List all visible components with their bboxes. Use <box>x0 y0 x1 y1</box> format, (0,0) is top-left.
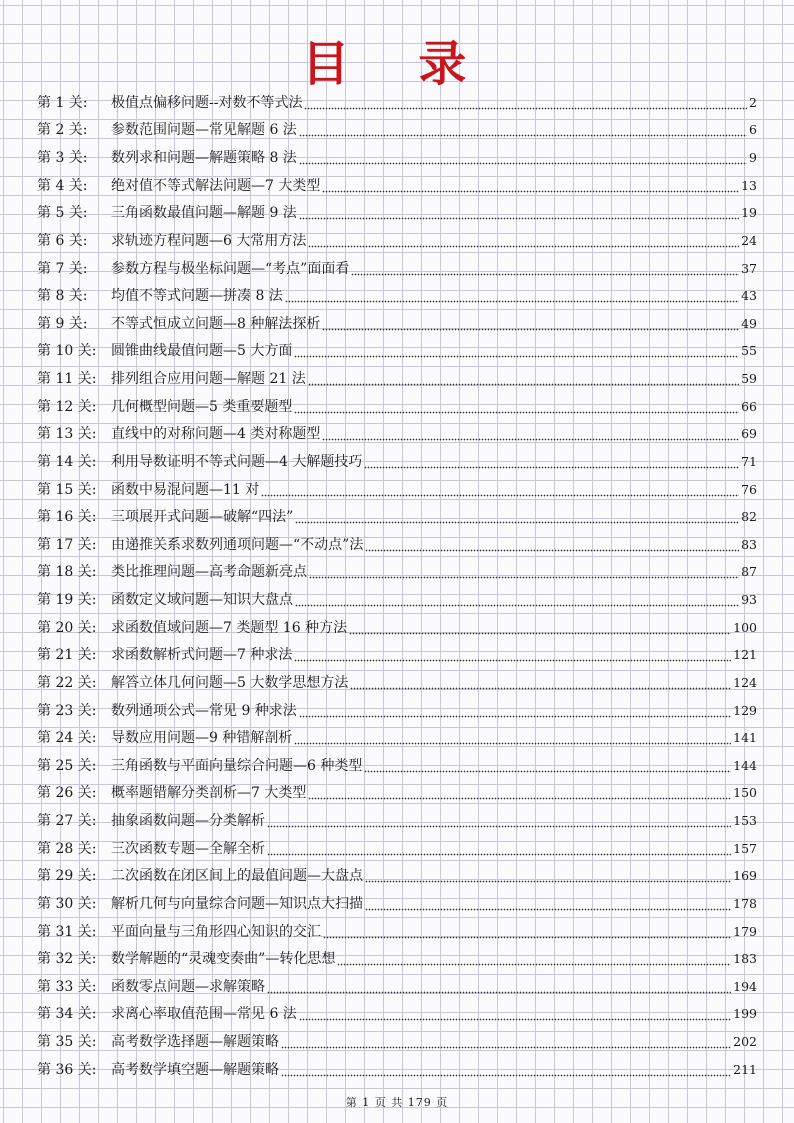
toc-entry-title: 圆锥曲线最值问题—5 大方面 <box>111 343 293 360</box>
toc-entry-label: 第 36 关: <box>37 1061 97 1078</box>
toc-entry-page-number: 19 <box>741 205 757 221</box>
toc-entry-page-number: 24 <box>741 232 757 248</box>
toc-dot-leader <box>365 869 731 883</box>
toc-entry-label: 第 13 关: <box>37 426 97 443</box>
toc-entry-page-number: 37 <box>741 260 757 276</box>
toc-entry-page-number: 43 <box>741 288 757 304</box>
toc-dot-leader <box>285 289 739 303</box>
toc-entry[interactable] <box>37 476 757 504</box>
toc-entry[interactable] <box>37 448 757 476</box>
toc-dot-leader <box>322 179 739 193</box>
toc-entry-label: 第 20 关: <box>37 619 97 636</box>
toc-dot-leader <box>337 952 731 966</box>
toc-entry-label: 第 5 关: <box>37 205 88 222</box>
toc-entry-page-number: 66 <box>741 398 757 414</box>
toc-dot-leader <box>261 483 739 497</box>
toc-dot-leader <box>364 759 731 773</box>
toc-entry-page-number: 93 <box>741 592 757 608</box>
toc-entry-label: 第 23 关: <box>37 702 97 719</box>
toc-entry-title: 三次函数专题—全解全析 <box>111 840 265 857</box>
toc-entry-label: 第 27 关: <box>37 813 97 830</box>
toc-entry-title: 参数方程与极坐标问题—“考点”面面看 <box>111 260 350 277</box>
toc-entry-title: 利用导数证明不等式问题—4 大解题技巧 <box>111 453 363 470</box>
toc-entry[interactable] <box>37 255 757 283</box>
toc-entry-title: 解答立体几何问题—5 大数学思想方法 <box>111 674 349 691</box>
toc-entry-title: 均值不等式问题—拼凑 8 法 <box>111 288 283 305</box>
toc-dot-leader <box>365 538 739 552</box>
toc-entry-title: 三角函数与平面向量综合问题—6 种类型 <box>111 757 363 774</box>
toc-entry[interactable] <box>37 697 757 725</box>
toc-entry-label: 第 15 关: <box>37 481 97 498</box>
toc-entry-title: 极值点偏移问题--对数不等式法 <box>111 94 303 111</box>
toc-dot-leader <box>322 317 739 331</box>
toc-entry-title: 函数零点问题—求解策略 <box>111 978 265 995</box>
toc-entry[interactable] <box>37 559 757 587</box>
toc-entry-title: 求函数值域问题—7 类题型 16 种方法 <box>111 619 348 636</box>
toc-entry-page-number: 194 <box>733 978 757 994</box>
toc-entry-label: 第 1 关: <box>37 94 88 111</box>
toc-entry-label: 第 19 关: <box>37 592 97 609</box>
toc-dot-leader <box>309 565 739 579</box>
toc-entry-title: 高考数学填空题—解题策略 <box>111 1061 279 1078</box>
toc-entry[interactable] <box>37 586 757 614</box>
toc-entry-title: 解析几何与向量综合问题—知识点大扫描 <box>111 895 363 912</box>
toc-entry-page-number: 178 <box>733 895 757 911</box>
toc-entry-label: 第 21 关: <box>37 647 97 664</box>
toc-dot-leader <box>267 814 731 828</box>
toc-dot-leader <box>365 897 731 911</box>
toc-dot-leader <box>350 676 731 690</box>
toc-entry[interactable] <box>37 1028 757 1056</box>
toc-entry-page-number: 124 <box>733 674 757 690</box>
toc-entry[interactable] <box>37 752 757 780</box>
toc-entry-page-number: 121 <box>733 647 757 663</box>
toc-entry[interactable] <box>37 1001 757 1029</box>
toc-entry[interactable] <box>37 1056 757 1084</box>
toc-entry-title: 类比推理问题—高考命题新亮点 <box>111 564 307 581</box>
page-title: 目 录 <box>301 36 493 92</box>
toc-dot-leader <box>304 96 747 110</box>
toc-entry-title: 排列组合应用问题—解题 21 法 <box>111 371 306 388</box>
toc-entry-page-number: 55 <box>741 343 757 359</box>
toc-entry-title: 导数应用问题—9 种错解剖析 <box>111 730 293 747</box>
toc-entry-page-number: 179 <box>733 923 757 939</box>
toc-entry-title: 数列求和问题—解题策略 8 法 <box>111 150 297 167</box>
toc-entry-title: 三项展开式问题—破解“四法” <box>111 509 294 526</box>
toc-entry-page-number: 83 <box>741 536 757 552</box>
toc-entry-label: 第 16 关: <box>37 509 97 526</box>
toc-entry-page-number: 202 <box>733 1034 757 1050</box>
toc-entry-title: 函数定义域问题—知识大盘点 <box>111 592 293 609</box>
toc-entry[interactable] <box>37 669 757 697</box>
toc-dot-leader <box>294 731 731 745</box>
toc-entry[interactable] <box>37 890 757 918</box>
toc-entry-page-number: 76 <box>741 481 757 497</box>
toc-entry-label: 第 3 关: <box>37 150 88 167</box>
toc-entry-label: 第 33 关: <box>37 978 97 995</box>
toc-entry[interactable] <box>37 531 757 559</box>
toc-entry-page-number: 6 <box>749 122 757 138</box>
toc-entry-label: 第 7 关: <box>37 260 88 277</box>
toc-dot-leader <box>294 400 739 414</box>
toc-entry-label: 第 8 关: <box>37 288 88 305</box>
toc-entry-title: 直线中的对称问题—4 类对称题型 <box>111 426 321 443</box>
toc-entry-page-number: 169 <box>733 868 757 884</box>
toc-entry[interactable] <box>37 117 757 145</box>
toc-entry-label: 第 12 关: <box>37 398 97 415</box>
toc-entry[interactable] <box>37 642 757 670</box>
toc-entry-label: 第 26 关: <box>37 785 97 802</box>
toc-dot-leader <box>281 1035 731 1049</box>
toc-entry[interactable] <box>37 614 757 642</box>
toc-entry-label: 第 11 关: <box>37 371 97 388</box>
toc-dot-leader <box>295 593 739 607</box>
toc-entry-label: 第 28 关: <box>37 840 97 857</box>
toc-dot-leader <box>308 786 731 800</box>
toc-dot-leader <box>323 925 731 939</box>
toc-dot-leader <box>308 372 739 386</box>
toc-entry[interactable] <box>37 945 757 973</box>
toc-entry-page-number: 59 <box>741 371 757 387</box>
toc-entry-label: 第 17 关: <box>37 536 97 553</box>
toc-entry[interactable] <box>37 807 757 835</box>
toc-entry-label: 第 22 关: <box>37 674 97 691</box>
toc-entry-label: 第 32 关: <box>37 951 97 968</box>
toc-entry[interactable] <box>37 918 757 946</box>
toc-entry-label: 第 14 关: <box>37 453 97 470</box>
toc-entry-title: 绝对值不等式解法问题—7 大类型 <box>111 177 321 194</box>
toc-entry[interactable] <box>37 780 757 808</box>
toc-entry-label: 第 4 关: <box>37 177 88 194</box>
toc-entry-page-number: 13 <box>741 177 757 193</box>
toc-entry-title: 高考数学选择题—解题策略 <box>111 1034 279 1051</box>
toc-entry-label: 第 35 关: <box>37 1034 97 1051</box>
toc-dot-leader <box>299 704 731 718</box>
toc-entry-title: 二次函数在闭区间上的最值问题—大盘点 <box>111 868 363 885</box>
toc-entry-title: 概率题错解分类剖析—7 大类型 <box>111 785 307 802</box>
toc-entry-label: 第 6 关: <box>37 232 88 249</box>
toc-entry-page-number: 157 <box>733 840 757 856</box>
toc-dot-leader <box>281 1063 731 1077</box>
toc-entry-label: 第 10 关: <box>37 343 97 360</box>
toc-entry[interactable] <box>37 227 757 255</box>
toc-entry-title: 数学解题的“灵魂变奏曲”—转化思想 <box>111 951 336 968</box>
toc-entry[interactable] <box>37 144 757 172</box>
toc-dot-leader <box>294 648 731 662</box>
toc-entry-title: 不等式恒成立问题—8 种解法探析 <box>111 315 321 332</box>
toc-entry-page-number: 49 <box>741 315 757 331</box>
toc-entry-title: 抽象函数问题—分类解析 <box>111 813 265 830</box>
toc-entry-label: 第 24 关: <box>37 730 97 747</box>
toc-entry-page-number: 153 <box>733 813 757 829</box>
toc-entry-label: 第 25 关: <box>37 757 97 774</box>
toc-entry[interactable] <box>37 421 757 449</box>
table-of-contents <box>37 89 757 1084</box>
toc-entry-page-number: 69 <box>741 426 757 442</box>
toc-entry[interactable] <box>37 835 757 863</box>
toc-dot-leader <box>299 206 739 220</box>
toc-dot-leader <box>267 980 731 994</box>
toc-entry-title: 三角函数最值问题—解题 9 法 <box>111 205 297 222</box>
toc-entry-label: 第 30 关: <box>37 895 97 912</box>
toc-dot-leader <box>308 234 739 248</box>
toc-entry-title: 求轨迹方程问题—6 大常用方法 <box>111 232 307 249</box>
toc-entry-page-number: 211 <box>733 1061 757 1077</box>
toc-entry-label: 第 2 关: <box>37 122 88 139</box>
toc-dot-leader <box>299 1007 731 1021</box>
toc-entry-page-number: 82 <box>741 509 757 525</box>
page-footer: 第 1 页 共 179 页 <box>345 1096 449 1109</box>
toc-entry-title: 函数中易混问题—11 对 <box>111 481 260 498</box>
toc-entry-page-number: 199 <box>733 1006 757 1022</box>
toc-dot-leader <box>299 151 747 165</box>
toc-entry-page-number: 129 <box>733 702 757 718</box>
toc-entry[interactable] <box>37 973 757 1001</box>
toc-entry[interactable] <box>37 503 757 531</box>
toc-dot-leader <box>295 510 739 524</box>
toc-entry-title: 由递推关系求数列通项问题—“不动点”法 <box>111 536 364 553</box>
toc-entry-title: 求函数解析式问题—7 种求法 <box>111 647 293 664</box>
toc-entry[interactable] <box>37 310 757 338</box>
toc-entry[interactable] <box>37 172 757 200</box>
toc-entry-page-number: 2 <box>749 94 757 110</box>
toc-entry[interactable] <box>37 863 757 891</box>
toc-dot-leader <box>294 344 739 358</box>
toc-entry-page-number: 71 <box>741 453 757 469</box>
toc-entry[interactable] <box>37 393 757 421</box>
toc-entry-label: 第 18 关: <box>37 564 97 581</box>
toc-dot-leader <box>349 621 731 635</box>
toc-dot-leader <box>267 842 731 856</box>
toc-entry-label: 第 34 关: <box>37 1006 97 1023</box>
toc-entry-title: 几何概型问题—5 类重要题型 <box>111 398 293 415</box>
toc-entry[interactable] <box>37 200 757 228</box>
toc-entry-page-number: 9 <box>749 150 757 166</box>
toc-entry[interactable] <box>37 282 757 310</box>
toc-entry-page-number: 144 <box>733 757 757 773</box>
toc-entry-page-number: 141 <box>733 730 757 746</box>
toc-entry-page-number: 183 <box>733 951 757 967</box>
toc-entry-title: 求离心率取值范围—常见 6 法 <box>111 1006 297 1023</box>
toc-entry-page-number: 100 <box>733 619 757 635</box>
toc-dot-leader <box>351 262 739 276</box>
toc-entry-label: 第 29 关: <box>37 868 97 885</box>
toc-entry-label: 第 31 关: <box>37 923 97 940</box>
toc-entry-page-number: 150 <box>733 785 757 801</box>
toc-dot-leader <box>364 455 739 469</box>
toc-dot-leader <box>299 123 747 137</box>
toc-entry[interactable] <box>37 724 757 752</box>
toc-dot-leader <box>322 427 739 441</box>
toc-entry-title: 平面向量与三角形四心知识的交汇 <box>111 923 321 940</box>
toc-entry[interactable] <box>37 89 757 117</box>
toc-entry-page-number: 87 <box>741 564 757 580</box>
toc-entry-title: 数列通项公式—常见 9 种求法 <box>111 702 297 719</box>
toc-entry[interactable] <box>37 338 757 366</box>
toc-entry[interactable] <box>37 365 757 393</box>
toc-entry-label: 第 9 关: <box>37 315 88 332</box>
toc-entry-title: 参数范围问题—常见解题 6 法 <box>111 122 297 139</box>
